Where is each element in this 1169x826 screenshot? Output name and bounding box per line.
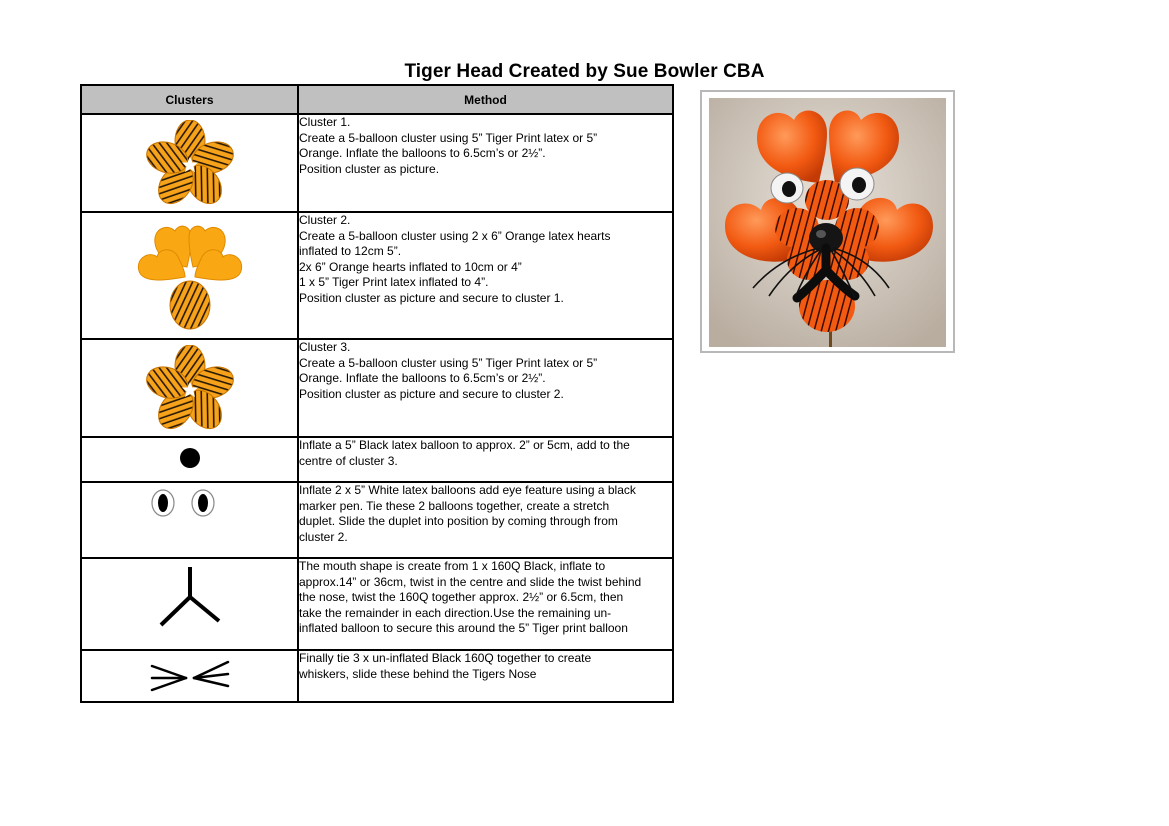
- method-line: Orange. Inflate the balloons to 6.5cm’s or 2½”.: [299, 146, 546, 160]
- method-line: Cluster 2.: [299, 213, 351, 227]
- method-line: the nose, twist the 160Q together approx. 2½” or 6.5cm, then: [299, 590, 624, 604]
- table-header-row: [81, 85, 673, 114]
- header-clusters: Clusters: [81, 85, 298, 114]
- method-line: take the remainder in each direction.Use the remaining un-: [299, 605, 612, 620]
- method-line: Inflate a 5” Black latex balloon to approx. 2” or 5cm, add to the: [299, 438, 630, 452]
- method-line: 1 x 5” Tiger Print latex inflated to 4”.: [299, 275, 489, 289]
- method-line: Orange. Inflate the balloons to 6.5cm’s or 2½”.: [299, 371, 546, 385]
- method-line: marker pen. Tie these 2 balloons together, create a stretch: [299, 498, 610, 513]
- tiger-head-photo: [700, 90, 955, 353]
- method-line: Finally tie 3 x un-inflated Black 160Q together to create: [299, 651, 592, 665]
- document-title: Tiger Head Created by Sue Bowler CBA: [404, 61, 765, 82]
- table-row: [81, 212, 673, 339]
- orange-hearts-cluster-icon: [135, 219, 245, 333]
- method-line: The mouth shape is create from 1 x 160Q Black, inflate to: [299, 559, 606, 573]
- tiger-print-cluster-icon: [140, 345, 240, 435]
- method-line: cluster 2.: [299, 529, 348, 544]
- method-line: Inflate 2 x 5” White latex balloons add eye feature using a black: [299, 483, 636, 497]
- method-line: approx.14” or 36cm, twist in the centre and slide the twist behind: [299, 574, 642, 589]
- method-line: inflated to 12cm 5”.: [299, 244, 402, 258]
- instructions-table: [80, 84, 674, 703]
- method-line: Cluster 1.: [299, 115, 351, 129]
- whiskers-icon: [148, 656, 232, 696]
- method-line: Create a 5-balloon cluster using 5” Tiger Print latex or 5”: [299, 355, 598, 370]
- tiger-head-balloon-image: [709, 98, 946, 347]
- cluster-cell: [81, 339, 298, 437]
- method-line: Position cluster as picture.: [299, 161, 440, 176]
- cluster-cell: [81, 212, 298, 339]
- method-cell: [298, 482, 673, 558]
- method-line: whiskers, slide these behind the Tigers Nose: [299, 666, 537, 681]
- method-cell: [298, 558, 673, 650]
- cluster-cell: [81, 114, 298, 212]
- method-cell: [298, 212, 673, 339]
- header-method: Method: [298, 85, 673, 114]
- method-line: Position cluster as picture and secure to cluster 2.: [299, 386, 564, 401]
- cluster-cell: [81, 482, 298, 558]
- method-cell: [298, 339, 673, 437]
- method-line: centre of cluster 3.: [299, 453, 398, 468]
- method-line: Create a 5-balloon cluster using 5” Tiger Print latex or 5”: [299, 130, 598, 145]
- table-row: [81, 114, 673, 212]
- method-line: 2x 6” Orange hearts inflated to 10cm or 4”: [299, 259, 522, 274]
- black-nose-icon: [175, 443, 205, 473]
- method-line: Cluster 3.: [299, 340, 351, 354]
- mouth-shape-icon: [155, 565, 225, 631]
- tiger-print-cluster-icon: [140, 120, 240, 210]
- table-row: [81, 650, 673, 702]
- eyes-icon: [150, 486, 230, 520]
- table-row: [81, 482, 673, 558]
- table-row: [81, 558, 673, 650]
- method-line: inflated balloon to secure this around the 5” Tiger print balloon: [299, 621, 628, 635]
- method-line: Position cluster as picture and secure to cluster 1.: [299, 290, 564, 305]
- cluster-cell: [81, 437, 298, 482]
- cluster-cell: [81, 650, 298, 702]
- method-cell: [298, 437, 673, 482]
- method-line: duplet. Slide the duplet into position by coming through from: [299, 514, 618, 528]
- method-cell: [298, 650, 673, 702]
- table-row: [81, 339, 673, 437]
- method-cell: [298, 114, 673, 212]
- method-line: Create a 5-balloon cluster using 2 x 6” Orange latex hearts: [299, 228, 611, 243]
- cluster-cell: [81, 558, 298, 650]
- table-row: [81, 437, 673, 482]
